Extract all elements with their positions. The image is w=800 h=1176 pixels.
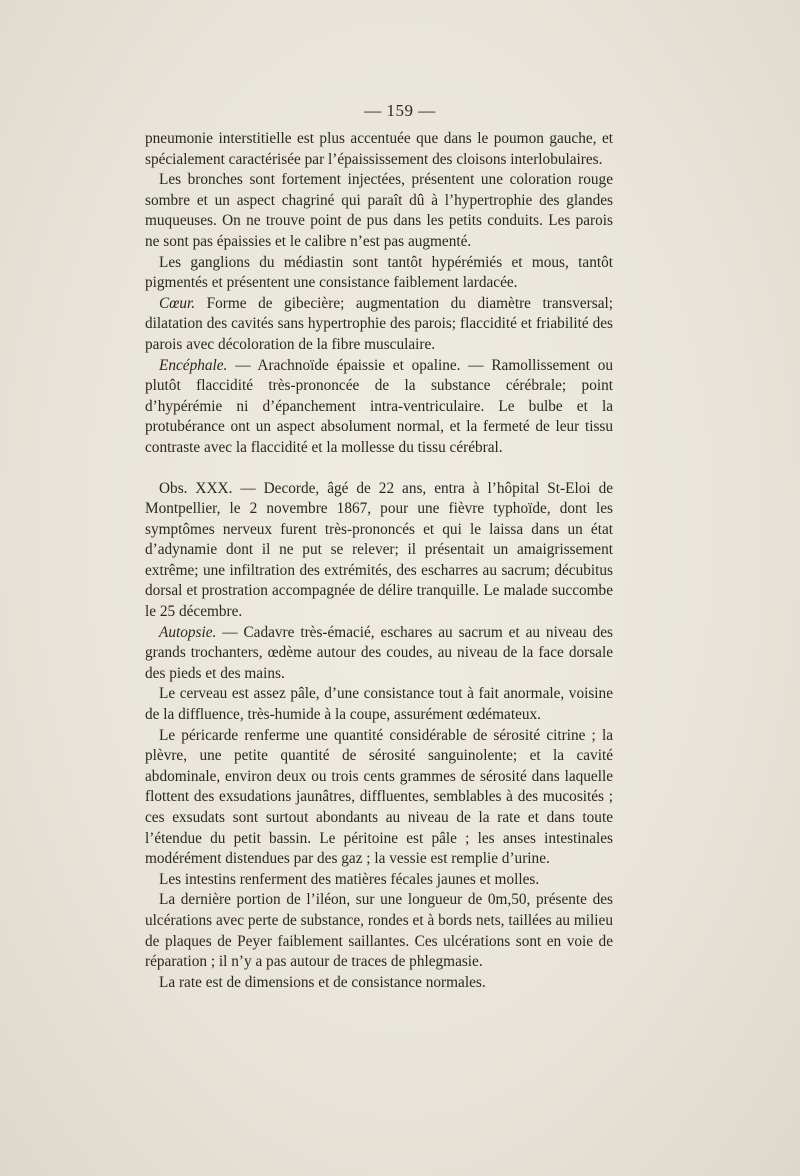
paragraph-text: Les bronches sont fortement injectées, présentent une coloration rouge sombre et un aspect chagriné qui paraît dû à l’hypertrophie des glandes muqueuses. On ne trouve point de pus dans les petits conduits. Les parois ne sont pas épaissies et le calibre n’est pas augmenté. bbox=[145, 171, 613, 250]
paragraph-lead: Cœur. bbox=[159, 294, 196, 312]
section-gap bbox=[145, 459, 613, 479]
paragraph-text: Le cerveau est assez pâle, d’une consistance tout à fait anormale, voisine de la diffluence, très-humide à la coupe, assurément œdémateux. bbox=[145, 685, 613, 724]
paragraph-text: Les intestins renferment des matières fécales jaunes et molles. bbox=[159, 870, 540, 888]
body-text bbox=[145, 129, 613, 993]
paragraph bbox=[145, 684, 613, 725]
paragraph-text: Le péricarde renferme une quantité considérable de sérosité citrine ; la plèvre, une petite quantité de sérosité sanguinolente; et la cavité abdominale, environ deux ou trois cents grammes de sérosité dans laquelle flottent des exsudations jaunâtres, diffluentes, semblables à des mucosités ; ces exsudats sont surtout abondants au niveau de la rate et dans toute l’étendue du petit bassin. Le péritoine est pâle ; les anses intestinales modérément distendues par des gaz ; la vessie est remplie d’urine. bbox=[145, 726, 613, 868]
paragraph-lead: Encéphale. bbox=[159, 356, 228, 374]
paragraph bbox=[145, 294, 613, 356]
paragraph bbox=[145, 870, 613, 891]
paragraph-text: pneumonie interstitielle est plus accentuée que dans le poumon gauche, et spécialement caractérisée par l’épaississement des cloisons interlobulaires. bbox=[145, 130, 613, 168]
paragraph bbox=[145, 356, 613, 459]
paragraph bbox=[145, 623, 613, 685]
paragraph-lead: Autopsie. bbox=[159, 623, 217, 641]
paragraph-lead: Obs. XXX. bbox=[159, 479, 233, 497]
paragraph-text: Forme de gibecière; augmentation du diamètre transversal; dilatation des cavités sans hypertrophie des parois; flaccidité et friabilité des parois avec décoloration de la fibre musculaire. bbox=[145, 294, 613, 353]
paragraph bbox=[145, 726, 613, 870]
page-number: — 159 — bbox=[364, 101, 436, 120]
paragraph-text: — Arachnoïde épaissie et opaline. — Ramollissement ou plutôt flaccidité très-prononcée de la substance cérébrale; point d’hypérémie ni d’épanchement intra-ventriculaire. Le bulbe et la protubérance ont un aspect absolument normal, et la fermeté de leur tissu contraste avec la flaccidité et la mollesse du tissu cérébral. bbox=[145, 356, 613, 456]
paragraph bbox=[145, 890, 613, 972]
paragraph-text: — Decorde, âgé de 22 ans, entra à l’hôpital St-Eloi de Montpellier, le 2 novembre 1867, pour une fièvre typhoïde, dont les symptômes nerveux furent très-prononcés et qui le laissa dans un état d’adynamie dont il ne put se relever; il présentait un amaigrissement extrême; une infiltration des extrémités, des escharres au sacrum; décubitus dorsal et prostration accompagnée de délire tranquille. Le malade succombe le 25 décembre. bbox=[145, 479, 614, 621]
paragraph bbox=[145, 253, 613, 294]
paragraph-text: Les ganglions du médiastin sont tantôt hypérémiés et mous, tantôt pigmentés et présentent une consistance faiblement lardacée. bbox=[145, 253, 613, 292]
paragraph bbox=[145, 129, 613, 170]
paragraph-text: La dernière portion de l’iléon, sur une longueur de 0m,50, présente des ulcérations avec perte de substance, rondes et à bords nets, taillées au milieu de plaques de Peyer faiblement saillantes. Ces ulcérations sont en voie de réparation ; il n’y a pas autour de traces de phlegmasie. bbox=[145, 891, 613, 971]
paragraph bbox=[145, 170, 613, 252]
paragraph-text: — Cadavre très-émacié, eschares au sacrum et au niveau des grands trochanters, œdème autour des coudes, au niveau de la face dorsale des pieds et des mains. bbox=[145, 623, 613, 682]
observation-paragraph bbox=[145, 479, 613, 623]
paragraph-text: La rate est de dimensions et de consistance normales. bbox=[159, 973, 486, 991]
paragraph bbox=[145, 973, 613, 994]
